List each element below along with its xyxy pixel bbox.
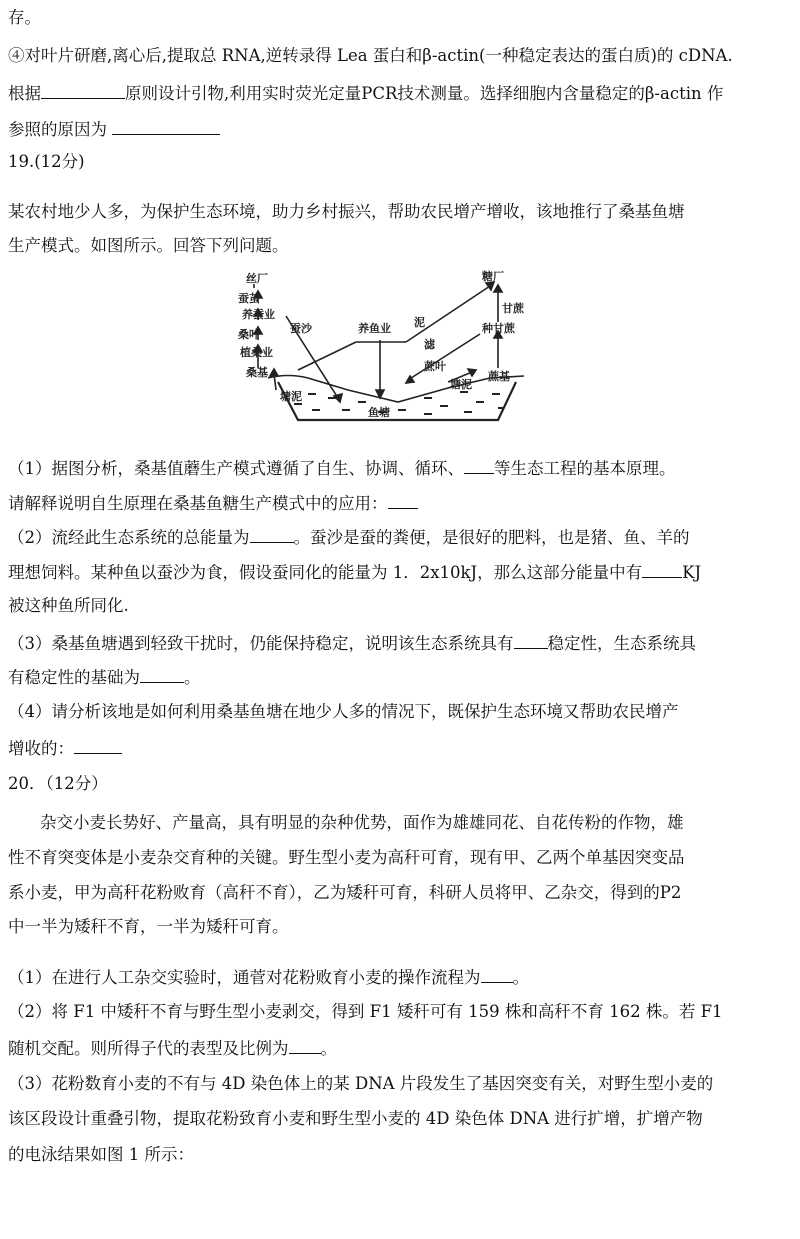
question-number: 19.(12分): [8, 152, 85, 171]
label-pond-mud-right: 塘泥: [450, 378, 472, 391]
text-line: 存。: [8, 8, 41, 27]
answer-blank[interactable]: [289, 1035, 321, 1054]
label-dregs: 滤: [424, 338, 435, 351]
text-line: （3）桑基鱼塘遇到轻致干扰时，仍能保持稳定，说明该生态系统具有 稳定性，生态系统具: [8, 630, 696, 656]
label-plant-sugarcane: 种甘蔗: [482, 322, 515, 335]
text-line: 有稳定性的基础为 。: [8, 664, 201, 690]
text-line: （1）在进行人工杂交实验时，通菅对花粉败育小麦的操作流程为 。: [8, 964, 529, 990]
label-fish-pond: 鱼塘: [368, 406, 390, 419]
text-line: （1）据图分析，桑基值蘑生产模式遵循了自生、协调、循环、 等生态工程的基本原理。: [8, 455, 676, 481]
answer-blank[interactable]: [481, 964, 513, 983]
label-cane-leaf: 蔗叶: [424, 360, 446, 373]
text-line: ④对叶片研磨,离心后,提取总 RNA,逆转录得 Lea 蛋白和β-actin(一种稳定表达的蛋白质)的 cDNA.: [8, 46, 733, 65]
mulberry-fish-pond-diagram: [228, 270, 538, 430]
text-line: 系小麦，甲为高秆花粉败育（高秆不育），乙为矮秆可育，科研人员将甲、乙杂交，得到的P2: [8, 883, 682, 902]
label-mulberry-leaf: 桑叶: [238, 328, 260, 341]
text-line: （2）将 F1 中矮秆不育与野生型小麦剥交，得到 F1 矮秆可有 159 株和高秆不育 162 株。若 F1: [8, 1002, 723, 1021]
text-line: 根据 原则设计引物,利用实时荧光定量PCR技术测量。选择细胞内含量稳定的β-actin 作: [8, 80, 723, 106]
text-line: （3）花粉数育小麦的不有与 4D 染色体上的某 DNA 片段发生了基因突变有关，对野生型小麦的: [8, 1074, 714, 1093]
label-silk-factory: 丝厂: [246, 272, 268, 285]
text-line: 某农村地少人多，为保护生态环境，助力乡村振兴，帮助农民增产增收，该地推行了桑基鱼塘: [8, 202, 685, 221]
answer-blank[interactable]: [388, 490, 418, 509]
text-line: 生产模式。如图所示。回答下列问题。: [8, 236, 289, 255]
text-line: 性不育突变体是小麦杂交育种的关键。野生型小麦为高秆可育，现有甲、乙两个单基因突变品: [8, 848, 685, 867]
text-line: 参照的原因为: [8, 116, 220, 142]
label-raise-silkworm: 养蚕业: [242, 308, 275, 321]
text-line: 增收的：: [8, 735, 122, 761]
label-pond-mud-left: 塘泥: [280, 390, 302, 403]
text-line: 随机交配。则所得子代的表型及比例为 。: [8, 1035, 337, 1061]
label-sugarcane: 甘蔗: [502, 302, 524, 315]
text-line: （4）请分析该地是如何利用桑基鱼塘在地少人多的情况下，既保护生态环境又帮助农民增产: [8, 702, 679, 721]
answer-blank[interactable]: [250, 524, 294, 543]
label-sugar-factory: 糖厂: [482, 270, 504, 283]
answer-blank[interactable]: [41, 80, 125, 99]
label-mulberry-dike: 桑基: [246, 366, 268, 379]
text-line: 理想饲料。某种鱼以蚕沙为食，假设蚕同化的能量为 1．2x10kJ，那么这部分能量中有 KJ: [8, 559, 701, 585]
answer-blank[interactable]: [642, 559, 682, 578]
text-line: 请解释说明自生原理在桑基鱼糖生产模式中的应用：: [8, 490, 418, 516]
text-line: 中一半为矮秆不育，一半为矮秆可育。: [8, 917, 289, 936]
answer-blank[interactable]: [514, 630, 548, 649]
text-line: 杂交小麦长势好、产量高，具有明显的杂种优势，面作为雄雄同花、自花传粉的作物，雄: [40, 813, 684, 832]
text-line: 的电泳结果如图 1 所示：: [8, 1145, 194, 1164]
label-plant-mulberry: 植桑业: [240, 346, 273, 359]
label-mud: 泥: [414, 316, 425, 329]
answer-blank[interactable]: [112, 116, 220, 135]
label-cane-dike: 蔗基: [488, 370, 510, 383]
label-cocoon: 蚕茧: [238, 292, 260, 305]
question-number: 20．（12分）: [8, 774, 108, 793]
label-fish-farming: 养鱼业: [358, 322, 391, 335]
answer-blank[interactable]: [140, 664, 184, 683]
text-line: （2）流经此生态系统的总能量为 。蚕沙是蚕的粪便，是很好的肥料，也是猪、鱼、羊的: [8, 524, 690, 550]
label-silkworm-sand: 蚕沙: [290, 322, 312, 335]
answer-blank[interactable]: [74, 735, 122, 754]
answer-blank[interactable]: [464, 455, 494, 474]
text-line: 被这种鱼所同化.: [8, 596, 129, 615]
text-line: 该区段设计重叠引物，提取花粉致育小麦和野生型小麦的 4D 染色体 DNA 进行扩增，扩增产物: [8, 1109, 703, 1128]
